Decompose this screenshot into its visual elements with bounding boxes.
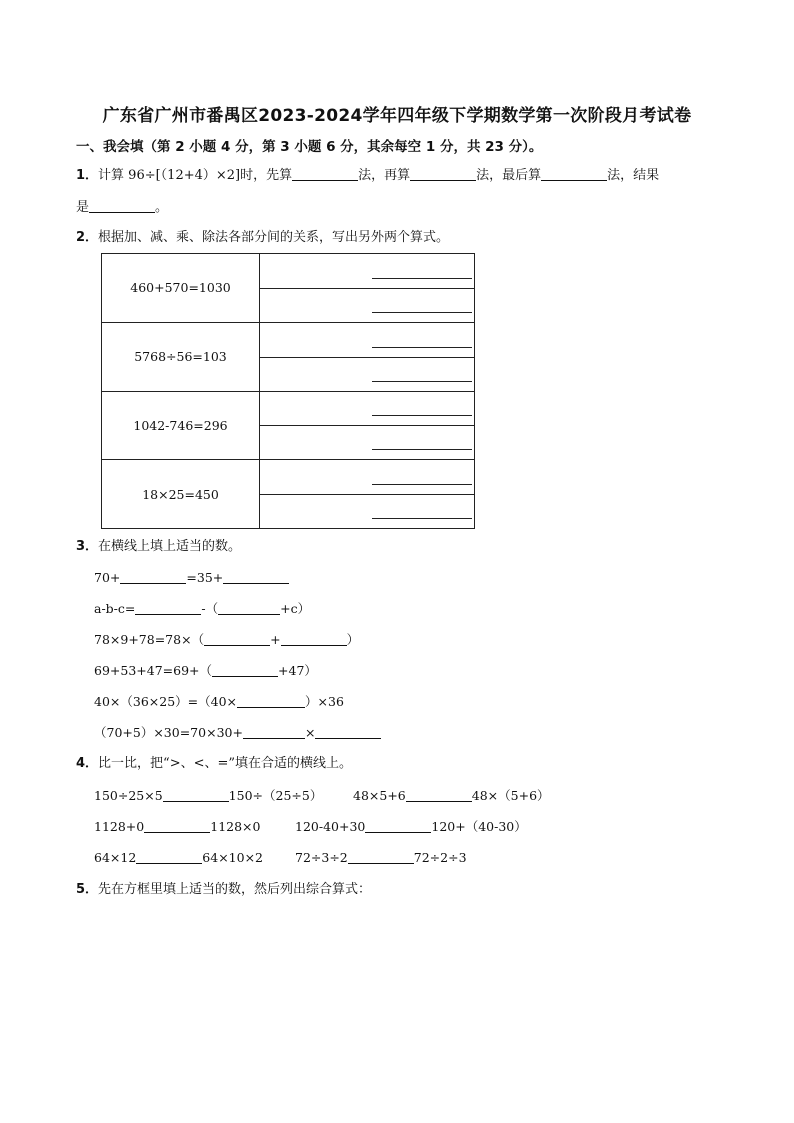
answer-blank[interactable] [410,165,476,181]
q3-line-3 [94,630,359,650]
question-number: 5． [76,882,99,897]
answer-blank[interactable] [204,630,270,646]
expr-text: 64×10×2 [202,850,264,865]
table-row [102,460,475,529]
question-text: 计算 96÷[（12+4）×2]时，先算 [98,168,293,183]
answer-blank[interactable] [237,692,305,708]
q3-line-2 [94,599,310,619]
expr-text: 150÷25×5 [94,788,163,803]
compare-item [94,817,261,837]
answer-blank[interactable] [212,661,278,677]
answer-blank[interactable] [136,848,202,864]
answer-line[interactable] [372,312,472,313]
compare-item [295,848,467,868]
compare-item [295,817,527,837]
expr-text: 120+（40-30） [431,819,527,834]
exam-title: 广东省广州市番禺区2023-2024学年四年级下学期数学第一次阶段月考试卷 [102,106,692,126]
table-row [102,322,475,391]
answer-cell[interactable] [260,254,475,323]
answer-blank[interactable] [292,165,358,181]
question-text: 。 [155,200,169,215]
compare-item [94,848,263,868]
question-3 [76,537,241,557]
expr-text: ）×36 [305,694,344,709]
answer-cell[interactable] [260,460,475,529]
expr-text: 64×12 [94,850,137,865]
answer-blank[interactable] [315,723,381,739]
question-1-line-2 [76,197,168,218]
question-text: 比一比，把“>、<、=”填在合适的横线上。 [98,756,353,771]
q3-line-6 [94,723,381,743]
expr-text: -（ [201,601,219,616]
answer-blank[interactable] [406,786,472,802]
expr-text: 48×5+6 [353,788,406,803]
question-number: 2． [76,230,99,245]
expr-text: 72÷3÷2 [295,850,348,865]
expr-text: =35+ [186,570,224,585]
answer-blank[interactable] [163,786,229,802]
expr-text: + [270,632,281,647]
question-4 [76,754,352,774]
answer-cell[interactable] [260,322,475,391]
expr-text: 120-40+30 [295,819,366,834]
answer-line[interactable] [372,484,472,485]
section-heading-fill-in: 一、我会填（第 2 小题 4 分，第 3 小题 6 分，其余每空 1 分，共 23 分）。 [76,139,543,155]
expr-text: 48×（5+6） [471,788,550,803]
question-1 [76,165,659,186]
compare-item [94,786,322,806]
q3-line-1 [94,568,289,588]
answer-blank[interactable] [223,568,289,584]
expr-text: +c） [280,601,311,616]
relationship-table [101,253,475,529]
question-text: 法，再算 [358,168,411,183]
answer-blank[interactable] [348,848,414,864]
answer-blank[interactable] [243,723,305,739]
answer-blank[interactable] [218,599,280,615]
question-2 [76,228,449,248]
expr-text: × [304,725,316,740]
question-text: 法，结果 [607,168,660,183]
table-row [102,254,475,323]
given-equation: 18×25=450 [102,460,260,529]
expr-text: ） [346,632,360,647]
question-number: 3． [76,539,99,554]
expr-text: （70+5）×30=70×30+ [94,725,243,740]
answer-blank[interactable] [135,599,201,615]
answer-blank[interactable] [89,197,155,213]
answer-blank[interactable] [120,568,186,584]
expr-text: 72÷2÷3 [413,850,467,865]
answer-line[interactable] [372,381,472,382]
expr-text: 69+53+47=69+（ [94,663,213,678]
answer-blank[interactable] [281,630,347,646]
answer-cell[interactable] [260,391,475,460]
expr-text: a-b-c= [94,601,136,616]
expr-text: 40×（36×25）=（40× [94,694,238,709]
q3-line-4 [94,661,317,681]
answer-line[interactable] [372,518,472,519]
answer-line[interactable] [372,449,472,450]
question-text: 法，最后算 [476,168,542,183]
expr-text: 78×9+78=78×（ [94,632,205,647]
answer-blank[interactable] [541,165,607,181]
question-number: 1． [76,168,99,183]
expr-text: +47） [278,663,317,678]
answer-line[interactable] [372,278,472,279]
question-text: 是 [76,200,90,215]
question-text: 先在方框里填上适当的数，然后列出综合算式： [98,882,372,897]
question-text: 根据加、减、乘、除法各部分间的关系，写出另外两个算式。 [98,230,450,245]
expr-text: 70+ [94,570,121,585]
q3-line-5 [94,692,344,712]
question-number: 4． [76,756,99,771]
given-equation: 1042-746=296 [102,391,260,460]
answer-line[interactable] [372,415,472,416]
answer-blank[interactable] [144,817,210,833]
expr-text: 150÷（25÷5） [228,788,323,803]
given-equation: 460+570=1030 [102,254,260,323]
question-text: 在横线上填上适当的数。 [98,539,242,554]
answer-blank[interactable] [365,817,431,833]
given-equation: 5768÷56=103 [102,322,260,391]
expr-text: 1128+0 [94,819,145,834]
answer-line[interactable] [372,347,472,348]
expr-text: 1128×0 [210,819,261,834]
compare-item [353,786,550,806]
question-5 [76,880,371,900]
table-row [102,391,475,460]
